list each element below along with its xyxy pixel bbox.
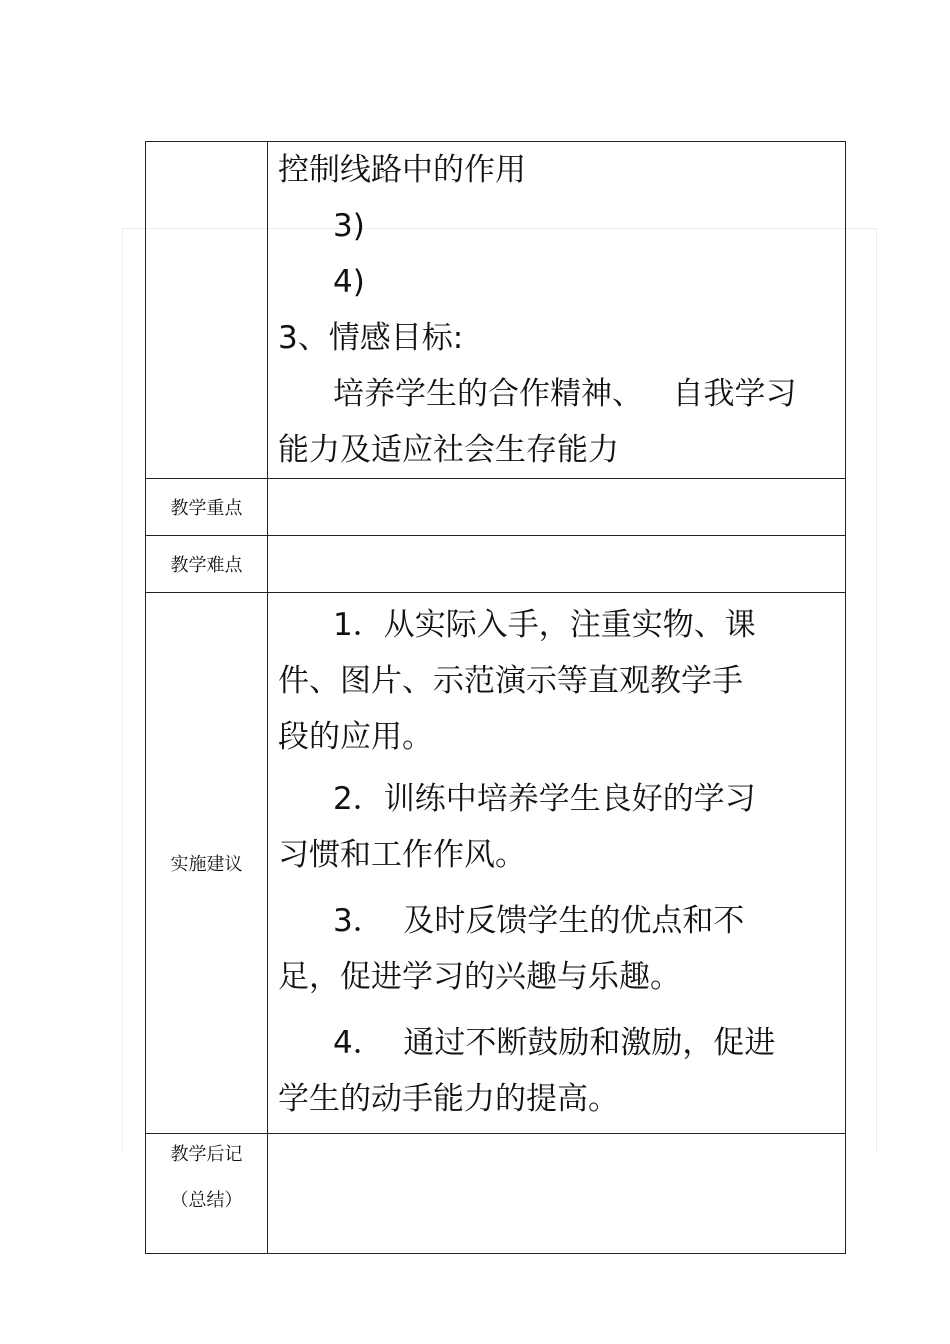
suggestion-item bbox=[278, 1015, 835, 1127]
reflection-label: 教学后记 bbox=[170, 1144, 243, 1165]
suggestion-line: 4． 通过不断鼓励和激励，促进 bbox=[333, 1025, 776, 1061]
difficulties-label: 教学难点 bbox=[146, 536, 268, 593]
suggestions-row bbox=[146, 593, 846, 1134]
objective-line: 培养学生的合作精神、 自我学习 bbox=[333, 376, 797, 412]
key-points-label: 教学重点 bbox=[146, 479, 268, 536]
key-points-row bbox=[146, 479, 846, 536]
suggestion-line: 学生的动手能力的提高。 bbox=[278, 1081, 619, 1117]
suggestion-line: 段的应用。 bbox=[278, 719, 433, 755]
reflection-label-cell bbox=[146, 1134, 268, 1254]
suggestion-item bbox=[278, 597, 835, 765]
suggestion-line: 件、图片、示范演示等直观教学手 bbox=[278, 663, 743, 699]
objectives-content-cell bbox=[268, 142, 846, 479]
suggestion-item bbox=[278, 771, 835, 883]
reflection-content bbox=[268, 1134, 846, 1254]
objective-line: 能力及适应社会生存能力 bbox=[278, 432, 619, 468]
suggestion-line: 2．训练中培养学生良好的学习 bbox=[333, 781, 756, 817]
suggestions-label: 实施建议 bbox=[146, 593, 268, 1134]
lesson-plan-table bbox=[145, 141, 846, 1254]
objective-line: 3) bbox=[333, 208, 365, 244]
objective-line: 控制线路中的作用 bbox=[278, 152, 526, 188]
objective-line: 4) bbox=[333, 264, 365, 300]
suggestion-line: 习惯和工作作风。 bbox=[278, 837, 526, 873]
suggestion-line: 足，促进学习的兴趣与乐趣。 bbox=[278, 959, 681, 995]
suggestion-line: 3． 及时反馈学生的优点和不 bbox=[333, 903, 745, 939]
reflection-row bbox=[146, 1134, 846, 1254]
suggestion-item bbox=[278, 893, 835, 1005]
emotional-goal-heading: 3、情感目标: bbox=[278, 320, 464, 356]
key-points-content bbox=[268, 479, 846, 536]
suggestions-content bbox=[268, 593, 846, 1134]
reflection-sublabel: （总结） bbox=[170, 1190, 243, 1211]
objectives-row bbox=[146, 142, 846, 479]
difficulties-content bbox=[268, 536, 846, 593]
objectives-label-cell bbox=[146, 142, 268, 479]
difficulties-row bbox=[146, 536, 846, 593]
suggestion-line: 1．从实际入手，注重实物、课 bbox=[333, 607, 756, 643]
